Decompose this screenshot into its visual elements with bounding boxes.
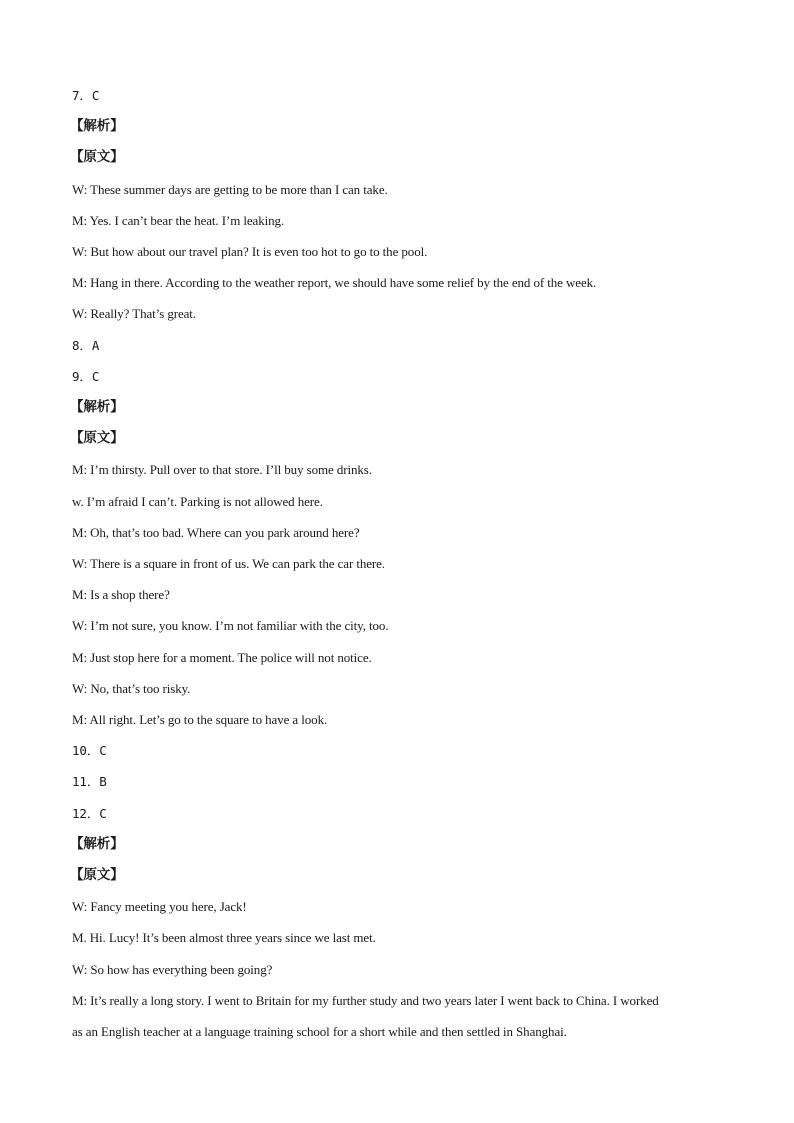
transcript-tag: 【原文】	[70, 867, 124, 884]
dialog-line: M: Oh, that’s too bad. Where can you park around here?	[72, 524, 360, 540]
dialog-line: w. I’m afraid I can’t. Parking is not allowed here.	[72, 493, 323, 509]
analysis-tag: 【解析】	[70, 118, 124, 135]
dialog-line: as an English teacher at a language training school for a short while and then settled in Shanghai.	[72, 1024, 567, 1040]
dialog-line: M: It’s really a long story. I went to Britain for my further study and two years later I went back to China. I worked	[72, 992, 659, 1008]
transcript-tag: 【原文】	[70, 430, 124, 447]
dialog-line: W: No, that’s too risky.	[72, 680, 191, 696]
dialog-line: W: These summer days are getting to be more than I can take.	[72, 181, 388, 197]
document-page	[72, 80, 732, 1047]
dialog-line: M: Is a shop there?	[72, 587, 170, 603]
dialog-line: M: Just stop here for a moment. The police will not notice.	[72, 649, 372, 665]
dialog-line: M: All right. Let’s go to the square to have a look.	[72, 712, 328, 728]
dialog-line: M. Hi. Lucy! It’s been almost three years since we last met.	[72, 930, 376, 946]
answer-12: 12．C	[72, 805, 107, 821]
dialog-line: W: There is a square in front of us. We can park the car there.	[72, 556, 385, 572]
dialog-line: W: Fancy meeting you here, Jack!	[72, 899, 247, 915]
dialog-line: M: I’m thirsty. Pull over to that store. I’ll buy some drinks.	[72, 462, 372, 478]
answer-7: 7．C	[72, 88, 100, 103]
analysis-tag: 【解析】	[70, 399, 124, 416]
dialog-line: W: Really? That’s great.	[72, 306, 196, 322]
analysis-tag: 【解析】	[70, 835, 124, 852]
dialog-line: W: So how has everything been going?	[72, 961, 273, 977]
dialog-line: W: I’m not sure, you know. I’m not familiar with the city, too.	[72, 618, 389, 634]
answer-8: 8．A	[72, 337, 100, 353]
answer-11: 11．B	[72, 774, 107, 790]
answer-10: 10．C	[72, 743, 107, 759]
dialog-line: W: But how about our travel plan? It is even too hot to go to the pool.	[72, 244, 428, 260]
answer-9: 9．C	[72, 368, 100, 384]
dialog-line: M: Hang in there. According to the weather report, we should have some relief by the end of the week.	[72, 275, 597, 291]
transcript-tag: 【原文】	[70, 149, 124, 166]
dialog-line: M: Yes. I can’t bear the heat. I’m leaking.	[72, 212, 285, 228]
